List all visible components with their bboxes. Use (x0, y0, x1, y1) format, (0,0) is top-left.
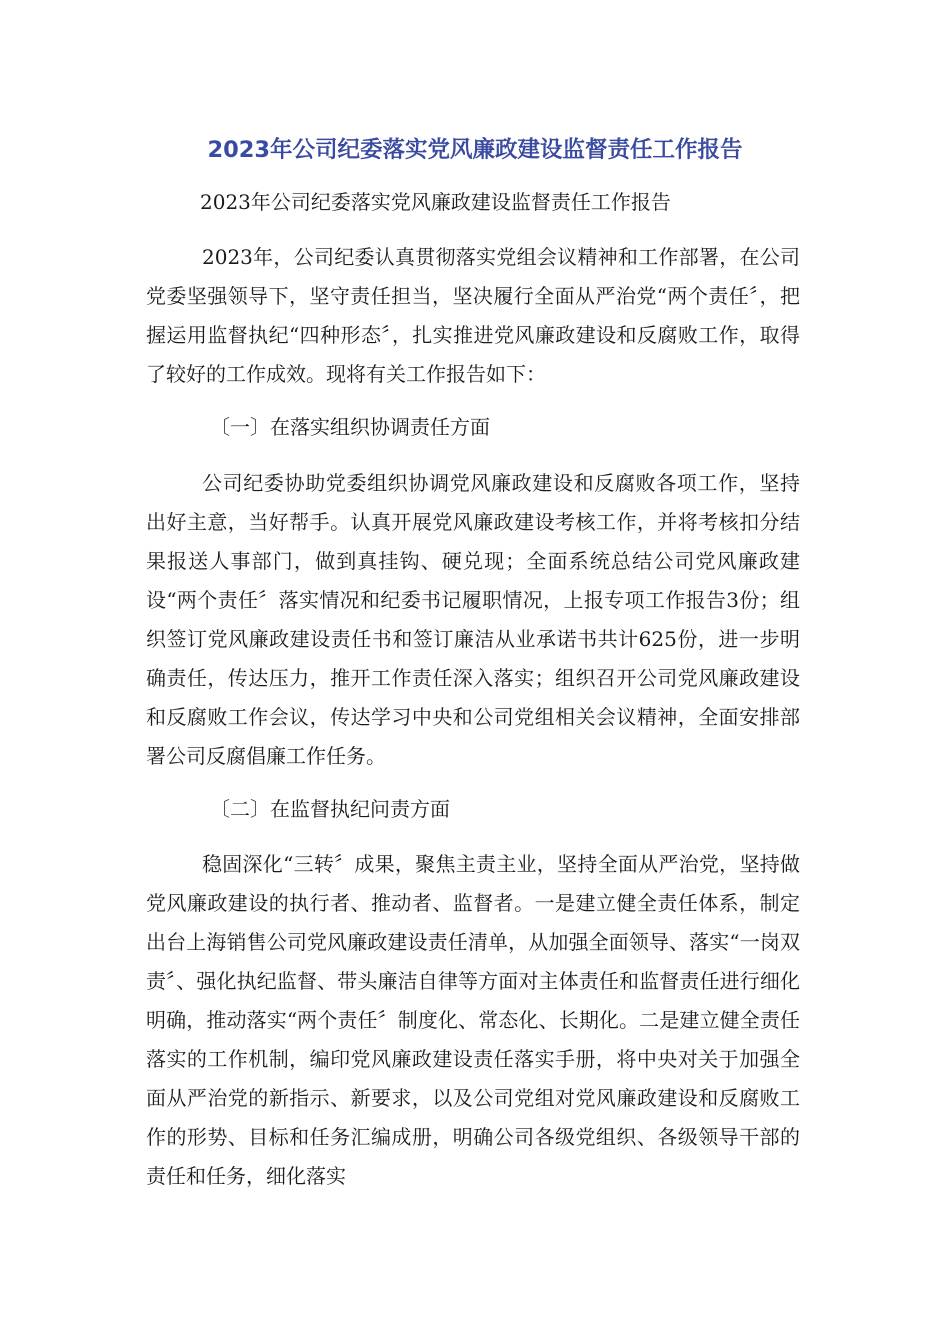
intro-paragraph: 2023年，公司纪委认真贯彻落实党组会议精神和工作部署，在公司党委坚强领导下，坚守责任担当，坚决履行全面从严治党“两个责任〞，把握运用监督执纪“四种形态〞，扎实推进党风廉政建设和反腐败工作，取得了较好的工作成效。现将有关工作报告如下： (146, 245, 800, 386)
section-body-1: 公司纪委协助党委组织协调党风廉政建设和反腐败各项工作，坚持出好主意，当好帮手。认真开展党风廉政建设考核工作，并将考核扣分结果报送人事部门，做到真挂钩、硬兑现；全面系统总结公司党风廉政建设“两个责任〞落实情况和纪委书记履职情况，上报专项工作报告3份；组织签订党风廉政建设责任书和签订廉洁从业承诺书共计625份，进一步明确责任，传达压力，推开工作责任深入落实；组织召开公司党风廉政建设和反腐败工作会议，传达学习中央和公司党组相关会议精神，全面安排部署公司反腐倡廉工作任务。 (146, 471, 800, 768)
document-title: 2023年公司纪委落实党风廉政建设监督责任工作报告 (207, 137, 743, 163)
section-body-2: 稳固深化“三转〞成果，聚焦主责主业，坚持全面从严治党，坚持做党风廉政建设的执行者、推动者、监督者。一是建立健全责任体系，制定出台上海销售公司党风廉政建设责任清单，从加强全面领导、落实“一岗双责〞、强化执纪监督、带头廉洁自律等方面对主体责任和监督责任进行细化明确，推动落实“两个责任〞制度化、常态化、长期化。二是建立健全责任落实的工作机制，编印党风廉政建设责任落实手册，将中央对关于加强全面从严治党的新指示、新要求，以及公司党组对党风廉政建设和反腐败工作的形势、目标和任务汇编成册，明确公司各级党组织、各级领导干部的责任和任务，细化落实 (146, 852, 800, 1188)
section-heading-2: 〔二〕在监督执纪问责方面 (210, 797, 450, 821)
document-subtitle: 2023年公司纪委落实党风廉政建设监督责任工作报告 (200, 190, 671, 214)
section-heading-1: 〔一〕在落实组织协调责任方面 (210, 415, 490, 439)
